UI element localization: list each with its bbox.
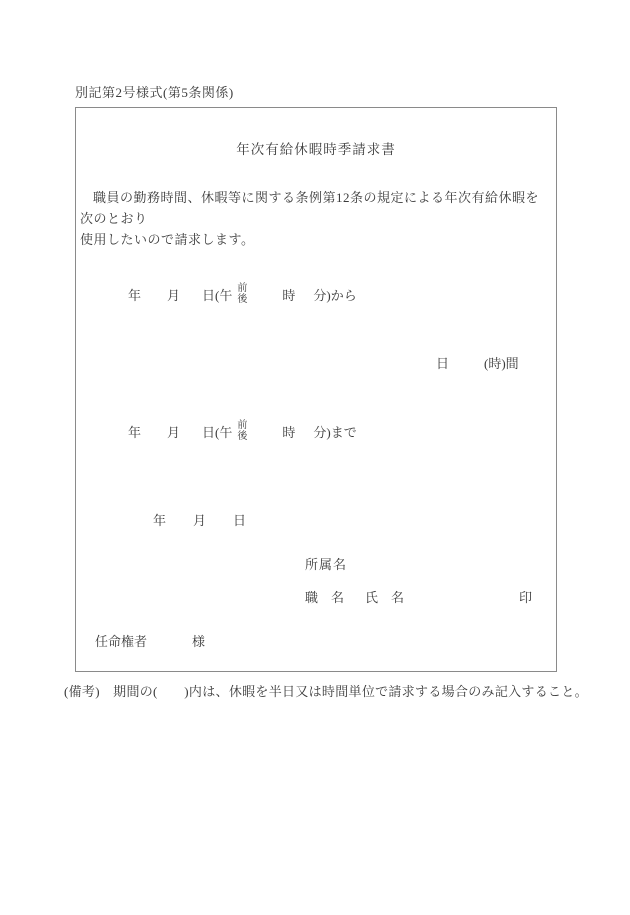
start-day-open-label: 日(午 <box>202 287 233 303</box>
submission-month-label: 月 <box>193 513 207 528</box>
name-label: 氏 名 <box>365 590 405 605</box>
start-minute-close-label: 分)から <box>313 287 357 303</box>
end-year-label: 年 <box>128 424 142 440</box>
leave-end-date-line <box>128 414 357 448</box>
leave-start-date-line <box>128 277 357 311</box>
appointer-label: 任命権者 <box>95 634 148 649</box>
end-ampm-stack <box>237 420 247 443</box>
remarks-note: (備考) 期間の( )内は、休暇を半日又は時間単位で請求する場合のみ記入すること。 <box>64 684 588 699</box>
request-form-box <box>75 107 557 672</box>
end-minute-close-label: 分)まで <box>313 424 357 440</box>
start-month-label: 月 <box>167 287 181 303</box>
duration-days-label: 日 <box>436 356 450 371</box>
signature-line <box>305 587 532 606</box>
form-number-label: 別記第2号様式(第5条関係) <box>75 85 234 100</box>
end-day-open-label: 日(午 <box>202 424 233 440</box>
submission-date-line <box>153 510 246 529</box>
duration-hours-label: (時)間 <box>484 356 519 371</box>
position-label: 職 名 <box>305 590 345 605</box>
form-title: 年次有給休暇時季請求書 <box>236 142 396 157</box>
end-month-label: 月 <box>167 424 181 440</box>
start-ampm-stack <box>237 283 247 306</box>
start-am-label: 前 <box>237 282 248 294</box>
start-pm-label: 後 <box>237 294 248 305</box>
submission-day-label: 日 <box>233 513 247 528</box>
start-year-label: 年 <box>128 287 142 303</box>
end-pm-label: 後 <box>237 431 248 442</box>
leave-duration-line <box>436 353 519 372</box>
request-statement-line-1: 職員の勤務時間、休暇等に関する条例第12条の規定による年次有給休暇を次のとおり <box>80 190 540 226</box>
start-hour-label: 時 <box>282 287 296 303</box>
affiliation-label: 所属名 <box>305 557 348 572</box>
end-am-label: 前 <box>237 419 248 431</box>
appointer-honorific-label: 様 <box>192 634 206 649</box>
request-statement <box>80 187 552 250</box>
request-statement-line-2: 使用したいので請求します。 <box>80 232 255 247</box>
end-hour-label: 時 <box>282 424 296 440</box>
seal-label: 印 <box>518 590 532 605</box>
submission-year-label: 年 <box>153 513 167 528</box>
appointer-line <box>95 631 205 650</box>
